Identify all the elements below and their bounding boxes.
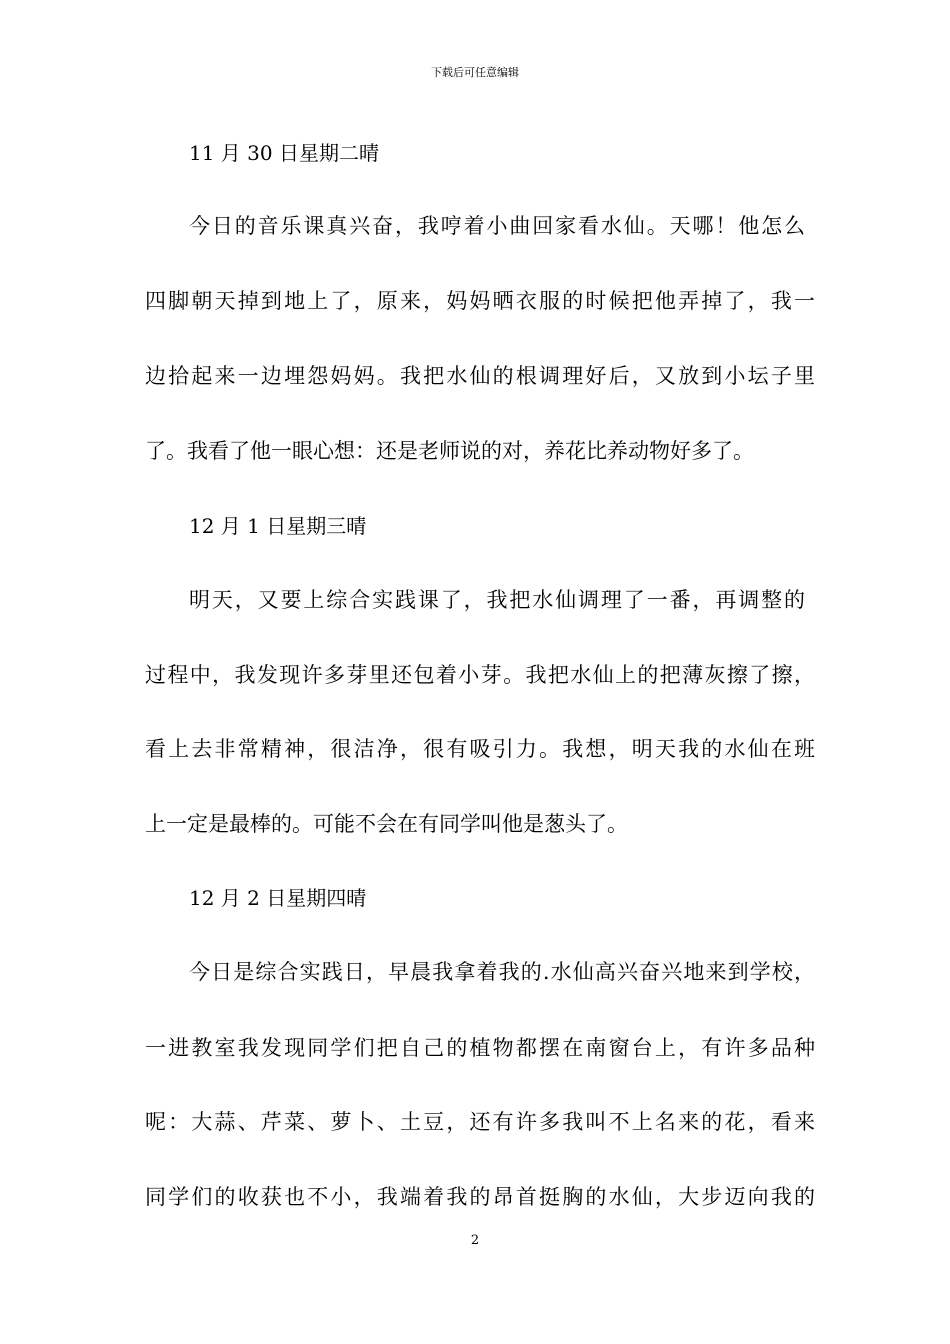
paragraph-line: 上一定是最棒的。可能不会在有同学叫他是葱头了。	[145, 812, 628, 836]
paragraph-line: 看上去非常精神，很洁净，很有吸引力。我想，明天我的水仙在班	[145, 737, 815, 761]
paragraph-line: 今日是综合实践日，早晨我拿着我的.水仙高兴奋兴地来到学校，	[189, 960, 815, 984]
paragraph-line: 过程中，我发现许多芽里还包着小芽。我把水仙上的把薄灰擦了擦，	[145, 663, 815, 687]
paragraph-line: 了。我看了他一眼心想：还是老师说的对，养花比养动物好多了。	[145, 439, 754, 463]
entry-date: 11 月 30 日星期二晴	[189, 141, 379, 165]
paragraph-line: 同学们的收获也不小，我端着我的昂首挺胸的水仙，大步迈向我的	[145, 1185, 815, 1209]
paragraph-line: 一进教室我发现同学们把自己的植物都摆在南窗台上，有许多品种	[145, 1036, 815, 1060]
paragraph-line: 呢：大蒜、芹菜、萝卜、土豆，还有许多我叫不上名来的花，看来	[145, 1110, 815, 1134]
paragraph-line: 今日的音乐课真兴奋，我哼着小曲回家看水仙。天哪！他怎么	[189, 214, 805, 238]
paragraph-line: 边拾起来一边埋怨妈妈。我把水仙的根调理好后，又放到小坛子里	[145, 364, 815, 388]
paragraph-line: 明天，又要上综合实践课了，我把水仙调理了一番，再调整的	[189, 588, 805, 612]
page-header-note: 下载后可任意编辑	[431, 66, 519, 79]
page-number: 2	[470, 1233, 480, 1248]
entry-date: 12 月 1 日星期三晴	[189, 514, 367, 538]
paragraph-line: 四脚朝天掉到地上了，原来，妈妈晒衣服的时候把他弄掉了，我一	[145, 289, 815, 313]
entry-date: 12 月 2 日星期四晴	[189, 886, 367, 910]
